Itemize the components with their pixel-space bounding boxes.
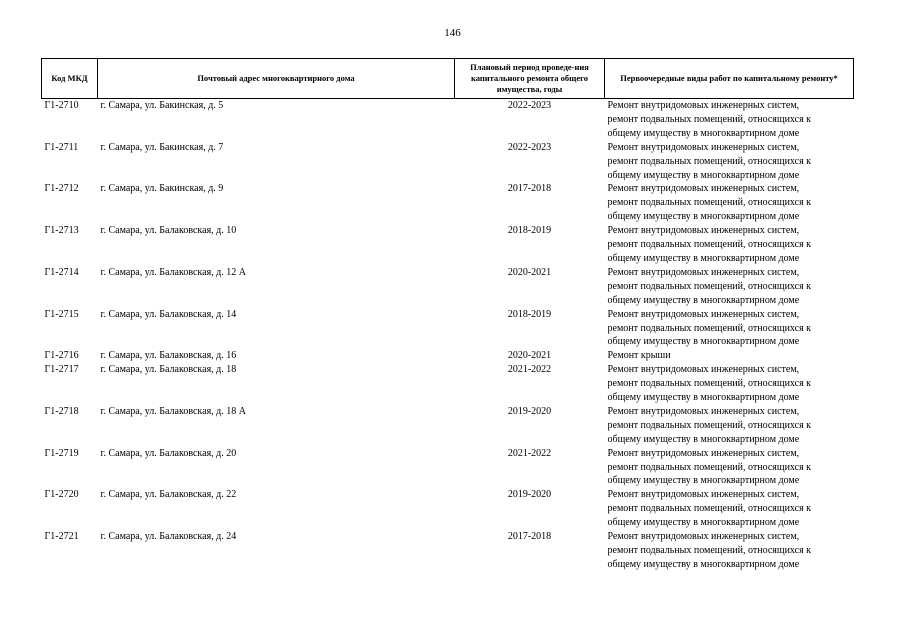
cell-works [605, 349, 854, 363]
cell-code: Г1-2712 [44, 183, 79, 195]
work-line: ремонт подвальных помещений, относящихся к [607, 239, 812, 251]
cell-works [605, 182, 854, 224]
cell-period: 2022-2023 [507, 141, 552, 153]
cell-address: г. Самара, ул. Балаковская, д. 18 [100, 364, 237, 376]
cell-period: 2022-2023 [507, 100, 552, 111]
work-line: ремонт подвальных помещений, относящихся к [607, 378, 812, 390]
work-line: Ремонт крыши [607, 350, 671, 362]
header-address: Почтовый адрес многоквартирного дома [98, 59, 455, 99]
cell-code: Г1-2720 [44, 489, 79, 501]
work-line: Ремонт внутридомовых инженерных систем, [607, 225, 800, 237]
table-row [42, 182, 854, 224]
cell-address: г. Самара, ул. Бакинская, д. 7 [100, 141, 224, 153]
work-line: ремонт подвальных помещений, относящихся к [607, 461, 812, 473]
work-line: Ремонт внутридомовых инженерных систем, [607, 308, 800, 320]
cell-code: Г1-2715 [44, 308, 79, 320]
cell-code: Г1-2713 [44, 225, 79, 237]
work-line: Ремонт внутридомовых инженерных систем, [607, 447, 800, 459]
cell-period: 2018-2019 [507, 225, 552, 237]
page-number: 146 [444, 27, 461, 39]
cell-code: Г1-2714 [44, 266, 79, 278]
cell-code: Г1-2711 [44, 141, 79, 153]
work-line: общему имуществу в многоквартирном доме [607, 294, 800, 306]
cell-code: Г1-2721 [44, 531, 79, 543]
work-line: общему имуществу в многоквартирном доме [607, 392, 800, 404]
capital-repair-table [41, 58, 854, 572]
table-row [42, 99, 854, 141]
cell-works [605, 141, 854, 183]
work-line: общему имуществу в многоквартирном доме [607, 336, 800, 348]
cell-works [605, 224, 854, 266]
work-line: ремонт подвальных помещений, относящихся к [607, 419, 812, 431]
cell-works [605, 363, 854, 405]
work-line: ремонт подвальных помещений, относящихся к [607, 197, 812, 209]
header-period: Плановый период проведе-ния капитального ремонта общего имущества, годы [455, 59, 605, 99]
cell-period: 2020-2021 [507, 350, 552, 362]
cell-works [605, 308, 854, 350]
table-header-row [42, 59, 854, 99]
work-line: Ремонт внутридомовых инженерных систем, [607, 531, 800, 543]
cell-address: г. Самара, ул. Балаковская, д. 12 А [100, 266, 246, 278]
cell-works [605, 405, 854, 447]
cell-period: 2017-2018 [507, 531, 552, 543]
header-works: Первоочередные виды работ по капитальному ремонту* [605, 59, 854, 99]
work-line: общему имуществу в многоквартирном доме [607, 475, 800, 487]
cell-address: г. Самара, ул. Бакинская, д. 5 [100, 100, 224, 111]
work-line: ремонт подвальных помещений, относящихся к [607, 545, 812, 556]
cell-works [605, 488, 854, 530]
cell-code: Г1-2710 [44, 100, 79, 111]
work-line: Ремонт внутридомовых инженерных систем, [607, 141, 800, 153]
work-line: общему имуществу в многоквартирном доме [607, 211, 800, 223]
cell-address: г. Самара, ул. Балаковская, д. 22 [100, 489, 237, 501]
work-line: ремонт подвальных помещений, относящихся к [607, 322, 812, 334]
table-row [42, 224, 854, 266]
work-line: ремонт подвальных помещений, относящихся к [607, 280, 812, 292]
cell-period: 2021-2022 [507, 447, 552, 459]
cell-works [605, 99, 854, 141]
work-line: общему имуществу в многоквартирном доме [607, 517, 800, 529]
table-row [42, 405, 854, 447]
cell-works [605, 266, 854, 308]
table-row [42, 308, 854, 350]
cell-period: 2017-2018 [507, 183, 552, 195]
work-line: общему имуществу в многоквартирном доме [607, 169, 800, 181]
cell-period: 2021-2022 [507, 364, 552, 376]
work-line: ремонт подвальных помещений, относящихся к [607, 155, 812, 167]
work-line: Ремонт внутридомовых инженерных систем, [607, 489, 800, 501]
cell-period: 2020-2021 [507, 266, 552, 278]
table-row [42, 363, 854, 405]
header-code: Код МКД [42, 59, 98, 99]
table-row [42, 488, 854, 530]
work-line: Ремонт внутридомовых инженерных систем, [607, 405, 800, 417]
cell-period: 2019-2020 [507, 405, 552, 417]
cell-works [605, 447, 854, 489]
table-row [42, 447, 854, 489]
work-line: Ремонт внутридомовых инженерных систем, [607, 266, 800, 278]
work-line: общему имуществу в многоквартирном доме [607, 558, 800, 570]
cell-address: г. Самара, ул. Балаковская, д. 14 [100, 308, 237, 320]
cell-period: 2019-2020 [507, 489, 552, 501]
work-line: Ремонт внутридомовых инженерных систем, [607, 364, 800, 376]
table-row [42, 266, 854, 308]
work-line: ремонт подвальных помещений, относящихся к [607, 503, 812, 515]
cell-address: г. Самара, ул. Балаковская, д. 10 [100, 225, 237, 237]
work-line: ремонт подвальных помещений, относящихся к [607, 113, 812, 125]
table-row [42, 141, 854, 183]
cell-code: Г1-2718 [44, 405, 79, 417]
table-row [42, 349, 854, 363]
work-line: Ремонт внутридомовых инженерных систем, [607, 183, 800, 195]
cell-code: Г1-2716 [44, 350, 79, 362]
work-line: общему имуществу в многоквартирном доме [607, 127, 800, 139]
cell-address: г. Самара, ул. Бакинская, д. 9 [100, 183, 224, 195]
cell-address: г. Самара, ул. Балаковская, д. 18 А [100, 405, 246, 417]
cell-works [605, 530, 854, 572]
work-line: общему имуществу в многоквартирном доме [607, 433, 800, 445]
cell-period: 2018-2019 [507, 308, 552, 320]
cell-code: Г1-2717 [44, 364, 79, 376]
cell-code: Г1-2719 [44, 447, 79, 459]
table-row [42, 530, 854, 572]
work-line: Ремонт внутридомовых инженерных систем, [607, 100, 800, 111]
cell-address: г. Самара, ул. Балаковская, д. 24 [100, 531, 237, 543]
cell-address: г. Самара, ул. Балаковская, д. 16 [100, 350, 237, 362]
table-body [42, 99, 854, 572]
work-line: общему имуществу в многоквартирном доме [607, 252, 800, 264]
cell-address: г. Самара, ул. Балаковская, д. 20 [100, 447, 237, 459]
